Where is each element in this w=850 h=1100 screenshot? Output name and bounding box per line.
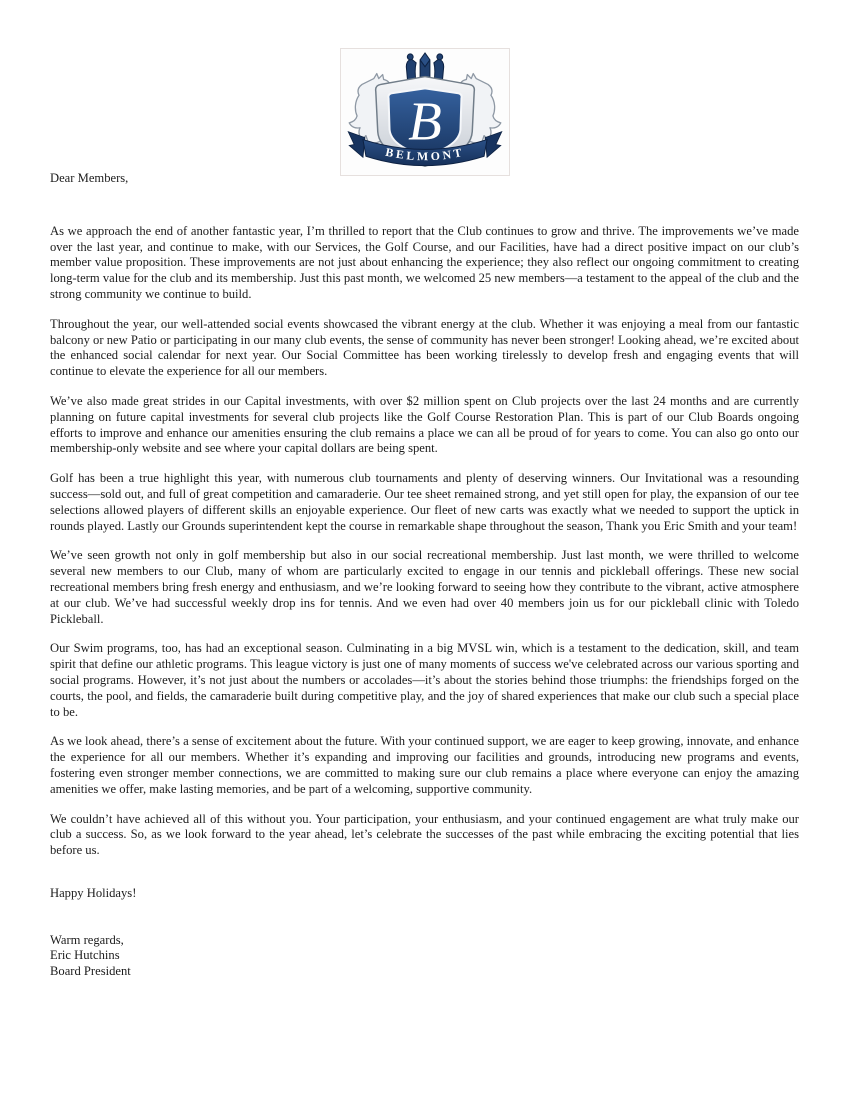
signature-closing: Warm regards, [50, 932, 124, 947]
signature-title: Board President [50, 964, 131, 979]
paragraph: As we approach the end of another fantastic year, I’m thrilled to report that the Club continues to grow and thrive. The improvements we’ve made over the last year, and continue to make, with our Services, the Golf Course, and our Facilities, have had a direct positive impact on our club’s member value proposition. These improvements are not just about enhancing the experience; they also reflect our ongoing commitment to creating long-term value for the club and its membership. Just this past month, we welcomed 25 new members—a testament to the appeal of the club and the strong community we continue to build. [50, 223, 799, 301]
paragraph: As we look ahead, there’s a sense of excitement about the future. With your continued support, we are eager to keep growing, innovate, and enhance the experience for all our members. Whether it’s expanding and improving our facilities and grounds, introducing new programs and events, fostering even stronger member connections, we are committed to making sure our club remains a place where everyone can enjoy the amazing amenities we offer, make lasting memories, and be part of a welcoming, supportive community. [50, 734, 799, 796]
paragraph: Throughout the year, our well-attended social events showcased the vibrant energy at the club. Whether it was enjoying a meal from our fantastic balcony or new Patio or participating in our many club events, the sense of community has never been stronger! Looking ahead, we’re excited about the enhanced social calendar for next year. Our Social Committee has been working tirelessly to develop fresh and engaging events that will continue to elevate the experience for all our members. [50, 316, 799, 379]
paragraph: Our Swim programs, too, has had an exceptional season. Culminating in a big MVSL win, which is a testament to the dedication, skill, and team spirit that define our athletic programs. This league victory is just one of many moments of success we've celebrated across our various sporting and social programs. However, it’s not just about the numbers or accolades—it’s about the stories behind those triumphs: the friendships forged on the courts, the pool, and fields, the camaraderie built during competitive play, and the joy of shared experiences that make our club such a special place to be. [50, 641, 799, 719]
signature-block [50, 933, 799, 980]
banner-text: BELMONT [384, 144, 466, 164]
paragraph: We’ve seen growth not only in golf membership but also in our social recreational membership. Just last month, we were thrilled to welcome several new members to our Club, many of whom are particularly excited to engage in our tennis and pickleball offerings. These new social recreational members bring fresh energy and enthusiasm, and we’re looking forward to seeing how they contribute to the vibrant, active atmosphere at our club. We’ve had successful weekly drop ins for tennis. And we even had over 40 members join us for our pickleball clinic with Toledo Pickleball. [50, 548, 799, 626]
paragraph: We’ve also made great strides in our Capital investments, with over $2 million spent on Club projects over the last 24 months and are currently planning on future capital investments for several club projects like the Golf Course Restoration Plan. This is part of our Club Boards ongoing efforts to improve and enhance our amenities ensuring the club remains a place we can all be proud of for years to come. You can also go onto our membership-only website and see where your capital dollars are being spent. [50, 393, 799, 456]
letter-body [50, 171, 799, 980]
salutation: Dear Members, [50, 171, 129, 185]
monogram-b: B [408, 90, 442, 152]
signature-name: Eric Hutchins [50, 948, 120, 963]
club-logo [340, 48, 510, 176]
paragraph: Golf has been a true highlight this year, with numerous club tournaments and plenty of deserving winners. Our Invitational was a resounding success—sold out, and full of great competition and camaraderie. Our tee sheet remained strong, and yet still open for play, the expansion of our tee selections allowed players of different skills an enjoyable experience. Our fleet of new carts was exactly what we needed to support the uptick in rounds played. Lastly our Grounds superintendent kept the course in remarkable shape throughout the season, Thank you Eric Smith and your team! [50, 471, 799, 533]
paragraph: We couldn’t have achieved all of this without you. Your participation, your enthusiasm, and your continued engagement are what truly make our club a success. So, as we look forward to the year ahead, let’s celebrate the successes of the past while embracing the exciting potential that lies before us. [50, 811, 799, 858]
belmont-crest-icon [341, 49, 509, 175]
holiday-greeting: Happy Holidays! [50, 885, 137, 900]
